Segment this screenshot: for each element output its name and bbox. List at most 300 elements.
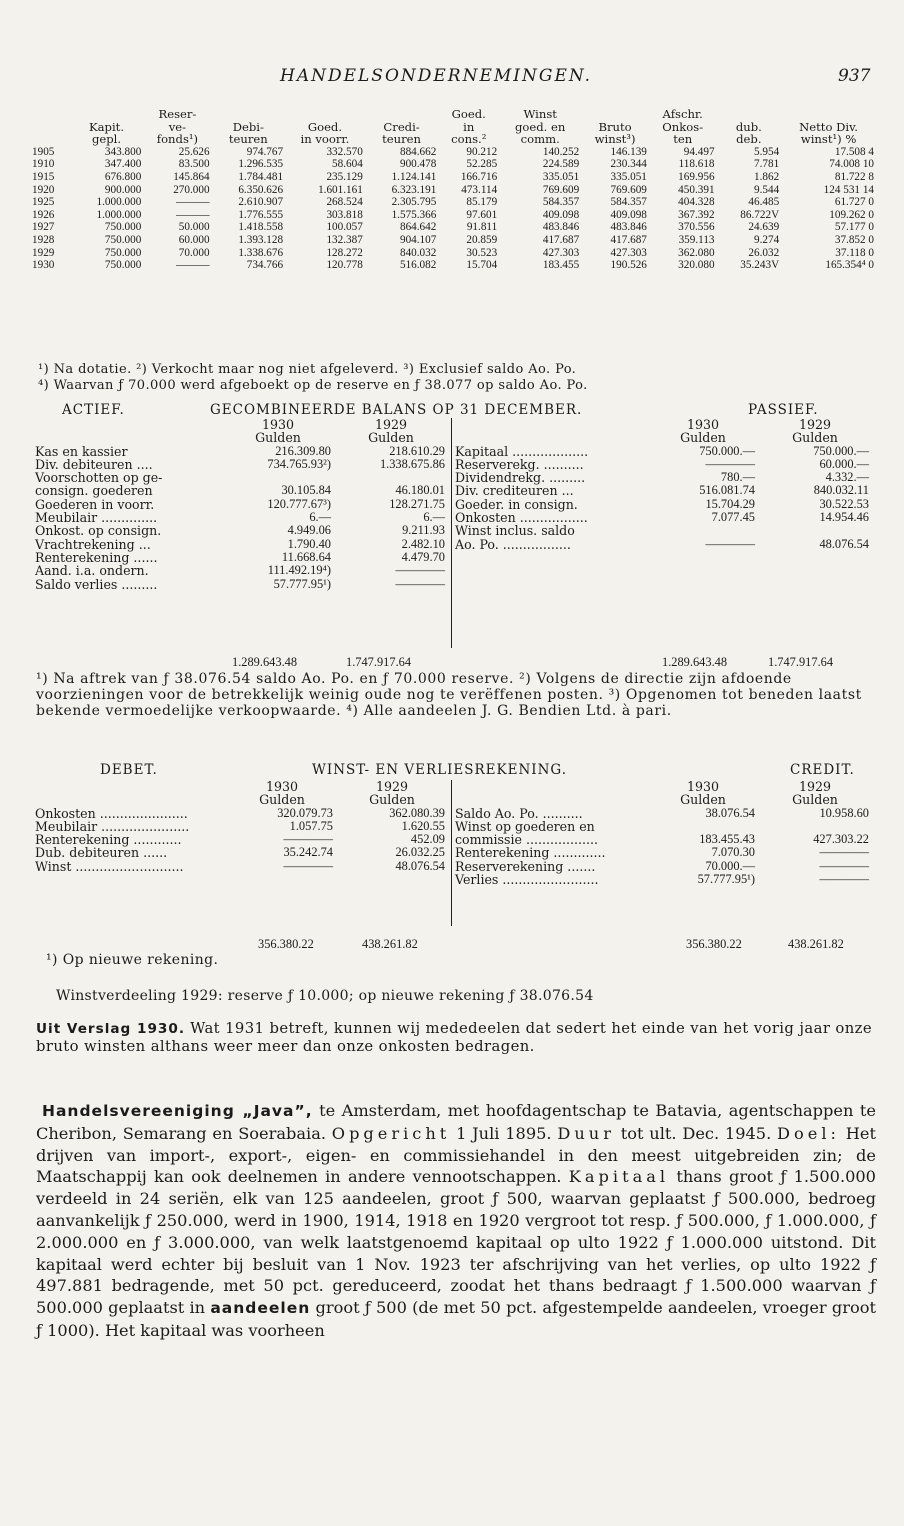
value-cell: 335.051 xyxy=(542,170,580,183)
ledger-label: Dub. debiteuren ...... xyxy=(35,845,168,861)
value-cell: 224.589 xyxy=(542,158,580,171)
value-cell: 235.129 xyxy=(326,170,363,183)
column-header: deb. xyxy=(736,132,762,147)
ledger-value-1930: 111.492.19⁴) xyxy=(267,563,331,578)
value-cell: ——— xyxy=(176,196,210,209)
ledger-value-1929: ———— xyxy=(819,845,869,860)
value-cell: 900.478 xyxy=(399,158,437,171)
value-cell: 483.846 xyxy=(610,221,647,234)
value-cell: 370.556 xyxy=(678,221,715,234)
balance-actief-table xyxy=(32,418,448,591)
value-cell: 864.642 xyxy=(399,221,437,234)
ledger-row xyxy=(32,511,448,524)
value-cell: 100.057 xyxy=(326,221,363,234)
value-cell: 427.303 xyxy=(610,246,647,259)
ledger-row xyxy=(452,484,872,497)
value-cell: 1.296.535 xyxy=(238,158,284,171)
ledger-label: Onkost. op consign. xyxy=(35,523,162,539)
column-header xyxy=(285,108,365,121)
balance-total-left-1930: 1.289.643.48 xyxy=(232,655,298,669)
value-cell: 145.864 xyxy=(173,170,210,183)
kapitaal-label: Kapitaal xyxy=(568,1167,670,1187)
doel-text: Het drijven van import-, export-, eigen- en commissiehandel in den meest uitgebreiden zin; de Maatschappij kan ook deelnemen in andere vennootschappen. xyxy=(36,1123,876,1187)
ledger-value-1930: 15.704.29 xyxy=(705,496,755,511)
ledger-label: Onkosten ...................... xyxy=(35,805,188,821)
year-1929: 1929 xyxy=(798,779,832,794)
ledger-row xyxy=(452,807,872,820)
ledger-value-1929: 10.958.60 xyxy=(819,805,869,820)
value-cell: 1.784.481 xyxy=(238,170,284,183)
ledger-row xyxy=(32,860,448,873)
pl-total-right-1929: 438.261.82 xyxy=(788,937,844,951)
value-cell: 584.357 xyxy=(610,196,647,209)
ledger-value-1930: 6.— xyxy=(309,510,331,525)
ledger-value-1930: 516.081.74 xyxy=(699,483,755,498)
ledger-value-1930 xyxy=(648,524,758,537)
ledger-value-1930: 7.077.45 xyxy=(711,510,755,525)
value-cell: 230.344 xyxy=(610,158,647,171)
year-cell: 1926 xyxy=(32,208,55,221)
value-cell: 26.032 xyxy=(748,246,780,259)
year-column-header xyxy=(30,133,70,146)
pl-credit-heading: CREDIT. xyxy=(790,762,855,778)
balance-passief-rows xyxy=(452,445,872,551)
ledger-label: Goederen in voorr. xyxy=(35,496,155,512)
value-cell: 183.455 xyxy=(542,259,580,272)
ledger-value-1930: 750.000.— xyxy=(699,443,755,458)
ledger-row xyxy=(32,458,448,471)
ledger-value-1930: 1.790.40 xyxy=(287,536,331,551)
column-header: teuren xyxy=(228,132,268,147)
ledger-row xyxy=(452,524,872,537)
ledger-value-1929: 30.522.53 xyxy=(819,496,869,511)
running-header-title: HANDELSONDERNEMINGEN. xyxy=(280,66,593,86)
value-cell: 750.000 xyxy=(104,246,142,259)
verslag-paragraph xyxy=(36,1020,876,1055)
java-tail: groot ƒ 500 (de met 50 pct. afgestempelde aandeelen, vroeger groot ƒ 1000). Het kapitaal was voorheen xyxy=(36,1298,876,1340)
value-cell: 46.485 xyxy=(748,196,780,209)
column-header: Winst xyxy=(523,107,557,121)
ledger-value-1929: 362.080.39 xyxy=(389,805,445,820)
ledger-label: Aand. i.a. ondern. xyxy=(35,563,149,579)
column-header xyxy=(717,108,782,121)
value-cell: 1.124.141 xyxy=(391,170,437,183)
ledger-value-1930: 1.057.75 xyxy=(289,818,333,833)
value-cell: 367.392 xyxy=(678,208,715,221)
ledger-value-1930: 35.242.74 xyxy=(283,845,333,860)
ledger-row xyxy=(32,498,448,511)
ledger-label: Renterekening ............ xyxy=(35,832,182,848)
column-header: Debi- xyxy=(232,119,264,134)
ledger-label: Kapitaal ................... xyxy=(455,443,589,459)
value-cell: 417.687 xyxy=(542,233,580,246)
table-row xyxy=(30,221,876,234)
value-cell: 165.354⁴ 0 xyxy=(825,259,874,272)
duur-label: Duur xyxy=(557,1123,615,1143)
balance-actief-rows xyxy=(32,445,448,591)
ledger-label: Div. debiteuren .... xyxy=(35,456,153,472)
balance-title: GECOMBINEERDE BALANS OP 31 DECEMBER. xyxy=(210,402,583,418)
ledger-row xyxy=(452,471,872,484)
value-cell: 450.391 xyxy=(678,183,715,196)
year-cell: 1930 xyxy=(32,259,55,272)
ledger-label: Goeder. in consign. xyxy=(455,496,578,512)
value-cell: 58.604 xyxy=(332,158,363,171)
pl-footnote: ¹) Op nieuwe rekening. xyxy=(46,952,219,968)
year-1930: 1930 xyxy=(261,417,295,432)
ledger-value-1929: 427.303.22 xyxy=(813,832,869,847)
ledger-row xyxy=(452,511,872,524)
column-header xyxy=(212,108,286,121)
value-cell: 57.177 0 xyxy=(834,221,874,234)
value-cell: 268.524 xyxy=(326,196,363,209)
ledger-label: commissie .................. xyxy=(455,832,599,848)
year-1930: 1930 xyxy=(265,779,299,794)
value-cell: 169.956 xyxy=(678,170,715,183)
value-cell: 30.523 xyxy=(466,246,498,259)
column-header: in voorr. xyxy=(300,132,350,147)
ledger-value-1929: ———— xyxy=(819,872,869,887)
ledger-value-1930: 7.070.30 xyxy=(711,845,755,860)
column-header: teuren xyxy=(382,132,421,147)
value-cell: 140.252 xyxy=(542,145,580,158)
column-header xyxy=(781,108,876,121)
year-cell: 1925 xyxy=(32,196,55,209)
value-cell: 1.862 xyxy=(753,170,780,183)
balance-total-right-1930: 1.289.643.48 xyxy=(662,655,728,669)
ledger-value-1930: 57.777.95¹) xyxy=(697,872,755,887)
ledger-value-1930: 38.076.54 xyxy=(705,805,755,820)
unit-label: Gulden xyxy=(680,430,726,446)
value-cell: 750.000 xyxy=(104,233,142,246)
value-cell: 750.000 xyxy=(104,259,142,272)
pl-debet-table xyxy=(32,780,448,873)
year-cell: 1929 xyxy=(32,246,55,259)
column-header: fonds¹) xyxy=(156,132,199,147)
ledger-value-1930: ———— xyxy=(705,456,755,471)
pl-title: WINST- EN VERLIESREKENING. xyxy=(312,762,568,778)
page-number: 937 xyxy=(838,66,871,86)
ledger-value-1930: 70.000.— xyxy=(705,858,755,873)
ledger-label: consign. goederen xyxy=(35,483,153,499)
ledger-value-1929: 128.271.75 xyxy=(389,496,445,511)
value-cell: 2.305.795 xyxy=(391,196,437,209)
column-header: Kapit. xyxy=(88,119,125,134)
value-cell: 94.497 xyxy=(683,145,715,158)
column-header: Goed. xyxy=(307,119,343,134)
column-header: Netto Div. xyxy=(799,119,858,134)
value-cell: 483.846 xyxy=(542,221,580,234)
value-cell: 1.601.161 xyxy=(318,183,363,196)
value-cell: 347.400 xyxy=(104,158,142,171)
unit-label: Gulden xyxy=(369,792,415,808)
value-cell: 769.609 xyxy=(610,183,647,196)
value-cell: 840.032 xyxy=(399,246,437,259)
value-cell: 1.393.128 xyxy=(238,233,284,246)
column-header: goed. en xyxy=(515,119,566,134)
ledger-value-1929: ———— xyxy=(395,563,445,578)
ledger-value-1930: ———— xyxy=(705,536,755,551)
value-cell: 35.243V xyxy=(740,259,780,272)
duur-text: tot ult. Dec. 1945. xyxy=(614,1123,778,1143)
year-1930: 1930 xyxy=(686,779,720,794)
column-header: dub. xyxy=(735,119,762,134)
value-cell: 5.954 xyxy=(753,145,780,158)
value-cell: 904.107 xyxy=(399,233,437,246)
ledger-label: Saldo Ao. Po. .......... xyxy=(455,805,583,821)
ledger-row xyxy=(32,471,448,484)
pl-credit-table xyxy=(452,780,872,886)
unit-label: Gulden xyxy=(680,792,726,808)
ledger-row xyxy=(452,860,872,873)
ledger-row xyxy=(452,846,872,859)
year-1929: 1929 xyxy=(798,417,832,432)
ledger-row xyxy=(452,498,872,511)
ledger-value-1930: 216.309.80 xyxy=(275,443,331,458)
value-cell: 60.000 xyxy=(178,233,210,246)
value-cell: 6.323.191 xyxy=(391,183,437,196)
ledger-row xyxy=(452,833,872,846)
ledger-row xyxy=(452,445,872,458)
ledger-value-1930 xyxy=(648,820,758,833)
value-cell: 9.544 xyxy=(753,183,780,196)
ledger-label: Reserverekening ....... xyxy=(455,858,596,874)
value-cell: 37.118 0 xyxy=(835,246,874,259)
ledger-label: Onkosten ................. xyxy=(455,510,588,526)
value-cell: 118.618 xyxy=(678,158,715,171)
value-cell: 128.272 xyxy=(326,246,363,259)
column-header: winst¹) % xyxy=(800,132,857,147)
value-cell: 91.811 xyxy=(466,221,498,234)
value-cell: 120.778 xyxy=(326,259,363,272)
column-header: comm. xyxy=(520,132,560,147)
unit-label: Gulden xyxy=(368,430,414,446)
ledger-label: Winst inclus. saldo xyxy=(455,523,575,539)
pl-total-right-1930: 356.380.22 xyxy=(686,937,742,951)
value-cell: 50.000 xyxy=(178,221,210,234)
column-header: Credi- xyxy=(383,119,420,134)
column-header: ten xyxy=(673,132,693,147)
value-cell: 362.080 xyxy=(678,246,715,259)
table-row xyxy=(30,196,876,209)
ledger-value-1929 xyxy=(758,524,872,537)
kapitaal-text: thans groot ƒ 1.500.000 verdeeld in 24 seriën, elk van 125 aandeelen, groot ƒ 500, waarvan geplaatst ƒ 500.000, bedroeg aanvankelijk ƒ 250.000, werd in 1900, 1914, 1918 en 1920 vergroot tot resp. ƒ 500.000, ƒ 1.000.000, ƒ 2.000.000 en ƒ 3.000.000, van welk laatstgenoemd kapitaal op ulto 1922 ƒ 1.000.000 uitstond. Dit kapitaal werd echter bij besluit van 1 Nov. 1923 ter afschrijving van het verlies, op ulto 1922 ƒ 497.881 bedragende, met 50 pct. gereduceerd, zoodat het thans bedraagt ƒ 1.500.000 waarvan ƒ 500.000 geplaatst in xyxy=(36,1167,876,1318)
ledger-value-1929: 26.032.25 xyxy=(395,845,445,860)
winstverdeeling-line: Winstverdeeling 1929: reserve ƒ 10.000; op nieuwe rekening ƒ 38.076.54 xyxy=(56,988,594,1004)
ledger-row xyxy=(32,833,448,846)
table-footnote-2: ⁴) Waarvan ƒ 70.000 werd afgeboekt op de reserve en ƒ 38.077 op saldo Ao. Po. xyxy=(38,378,588,393)
ledger-value-1930 xyxy=(222,471,334,484)
value-cell: 85.179 xyxy=(466,196,498,209)
ledger-row xyxy=(32,807,448,820)
value-cell: 24.639 xyxy=(748,221,780,234)
value-cell: 409.098 xyxy=(610,208,647,221)
table-row xyxy=(30,247,876,260)
year-cell: 1928 xyxy=(32,233,55,246)
ledger-value-1930: ———— xyxy=(283,858,333,873)
ledger-label: Winst op goederen en xyxy=(455,818,595,834)
value-cell: 17.508 4 xyxy=(834,145,874,158)
year-1929: 1929 xyxy=(374,417,408,432)
table-row xyxy=(30,146,876,159)
pl-debet-heading: DEBET. xyxy=(100,762,158,778)
value-cell: 516.082 xyxy=(399,259,437,272)
ledger-label: Meubilair .............. xyxy=(35,510,158,526)
column-header: cons.² xyxy=(451,132,487,147)
value-cell: 404.328 xyxy=(678,196,715,209)
value-cell: 734.766 xyxy=(246,259,284,272)
ledger-value-1929: 48.076.54 xyxy=(395,858,445,873)
ledger-value-1930: 120.777.67³) xyxy=(267,496,331,511)
year-cell: 1915 xyxy=(32,170,55,183)
ledger-row xyxy=(32,538,448,551)
value-cell: 20.859 xyxy=(466,233,498,246)
table-header-row-3 xyxy=(30,133,876,146)
ledger-row xyxy=(32,484,448,497)
balance-divider xyxy=(451,418,452,648)
value-cell: 9.274 xyxy=(753,233,780,246)
ledger-row xyxy=(32,846,448,859)
ledger-row xyxy=(32,564,448,577)
year-column-header xyxy=(30,108,70,121)
ledger-value-1929 xyxy=(334,471,448,484)
value-cell: 900.000 xyxy=(104,183,142,196)
table-row xyxy=(30,259,876,272)
opgericht-text: 1 Juli 1895. xyxy=(450,1123,558,1143)
column-header: Goed. xyxy=(451,107,486,121)
unit-label: Gulden xyxy=(792,792,838,808)
ledger-value-1930: ———— xyxy=(283,832,333,847)
ledger-value-1929: 6.— xyxy=(423,510,445,525)
value-cell: 974.767 xyxy=(246,145,284,158)
ledger-value-1929: 840.032.11 xyxy=(813,483,869,498)
ledger-label: Renterekening ............. xyxy=(455,845,606,861)
pl-total-left-1930: 356.380.22 xyxy=(258,937,314,951)
table-row xyxy=(30,234,876,247)
ledger-value-1929: 4.332.— xyxy=(825,470,869,485)
verslag-lead: Uit Verslag 1930. xyxy=(36,1021,186,1037)
value-cell: 90.212 xyxy=(466,145,498,158)
ledger-label: Vrachtrekening ... xyxy=(35,536,151,552)
year-column-header xyxy=(30,121,70,134)
value-cell: ——— xyxy=(176,259,210,272)
value-cell: 97.601 xyxy=(466,208,498,221)
ledger-row xyxy=(452,820,872,833)
column-header: Bruto xyxy=(598,119,632,134)
table-header-row-1 xyxy=(30,108,876,121)
ledger-value-1930: 30.105.84 xyxy=(281,483,331,498)
value-cell: 417.687 xyxy=(610,233,647,246)
balance-actief-heading: ACTIEF. xyxy=(62,402,125,418)
ledger-value-1930: 780.— xyxy=(720,470,755,485)
company-name: Handelsvereeniging „Java”, xyxy=(42,1102,313,1120)
value-cell: 166.716 xyxy=(460,170,498,183)
value-cell: 584.357 xyxy=(542,196,580,209)
value-cell: 37.852 0 xyxy=(834,233,874,246)
value-cell: 6.350.626 xyxy=(238,183,284,196)
value-cell: 427.303 xyxy=(542,246,580,259)
value-cell: 1.418.558 xyxy=(238,221,284,234)
value-cell: 473.114 xyxy=(461,183,498,196)
value-cell: 1.776.555 xyxy=(238,208,284,221)
ledger-value-1929: 60.000.— xyxy=(819,456,869,471)
balance-passief-table xyxy=(452,418,872,551)
ledger-value-1929: 4.479.70 xyxy=(401,549,445,564)
ledger-row xyxy=(32,524,448,537)
value-cell: 335.051 xyxy=(610,170,647,183)
ledger-label: Div. crediteuren ... xyxy=(455,483,574,499)
value-cell: 884.662 xyxy=(399,145,437,158)
year-cell: 1927 xyxy=(32,221,55,234)
column-header xyxy=(365,108,439,121)
ledger-row xyxy=(32,445,448,458)
ledger-value-1929: 218.610.29 xyxy=(389,443,445,458)
value-cell: 25.626 xyxy=(178,145,210,158)
ledger-value-1929: 2.482.10 xyxy=(401,536,445,551)
value-cell: 320.080 xyxy=(678,259,715,272)
year-1929: 1929 xyxy=(375,779,409,794)
value-cell: 769.609 xyxy=(542,183,580,196)
ledger-label: Saldo verlies ......... xyxy=(35,576,158,592)
value-cell: 2.610.907 xyxy=(238,196,284,209)
value-cell: 146.139 xyxy=(610,145,647,158)
value-cell: 676.800 xyxy=(104,170,142,183)
ledger-label: Renterekening ...... xyxy=(35,549,158,565)
pl-credit-rows xyxy=(452,807,872,887)
ledger-row xyxy=(452,873,872,886)
ledger-label: Ao. Po. ................. xyxy=(455,536,571,552)
value-cell: 1.575.366 xyxy=(391,208,437,221)
ledger-label: Verlies ........................ xyxy=(455,872,599,888)
company-intro: te Amsterdam, met hoofdagentschap te Batavia, agentschappen te Cheribon, Semarang en Soerabaia. xyxy=(36,1101,876,1143)
value-cell: 359.113 xyxy=(678,233,715,246)
table-row xyxy=(30,158,876,171)
ledger-label: Reserverekg. .......... xyxy=(455,456,584,472)
value-cell: 1.000.000 xyxy=(96,208,142,221)
ledger-value-1930: 183.455.43 xyxy=(699,832,755,847)
value-cell: 332.570 xyxy=(326,145,363,158)
value-cell: 750.000 xyxy=(104,221,142,234)
year-1930: 1930 xyxy=(686,417,720,432)
opgericht-label: Opgericht xyxy=(331,1123,451,1143)
unit-label: Gulden xyxy=(792,430,838,446)
value-cell: 52.285 xyxy=(466,158,498,171)
value-cell: 132.387 xyxy=(326,233,363,246)
ledger-value-1929: 48.076.54 xyxy=(819,536,869,551)
ledger-row xyxy=(32,551,448,564)
pl-total-left-1929: 438.261.82 xyxy=(362,937,418,951)
ledger-value-1929: ———— xyxy=(819,858,869,873)
ledger-value-1929: 1.620.55 xyxy=(401,818,445,833)
balance-total-right-1929: 1.747.917.64 xyxy=(768,655,834,669)
ledger-value-1929: 1.338.675.86 xyxy=(379,456,445,471)
value-cell: 70.000 xyxy=(178,246,210,259)
value-cell: 270.000 xyxy=(173,183,210,196)
pl-debet-rows xyxy=(32,807,448,873)
value-cell: 109.262 0 xyxy=(829,208,874,221)
ledger-label: Winst ........................... xyxy=(35,858,184,874)
balance-total-left-1929: 1.747.917.64 xyxy=(346,655,412,669)
column-header: in xyxy=(463,119,475,134)
year-cell: 1920 xyxy=(32,183,55,196)
value-cell: 7.781 xyxy=(753,158,780,171)
value-cell: 74.008 10 xyxy=(829,158,874,171)
table-body xyxy=(30,146,876,272)
doel-label: Doel: xyxy=(777,1123,840,1143)
table-row xyxy=(30,209,876,222)
ledger-value-1929: 9.211.93 xyxy=(402,523,445,538)
ledger-value-1930: 320.079.73 xyxy=(277,805,333,820)
